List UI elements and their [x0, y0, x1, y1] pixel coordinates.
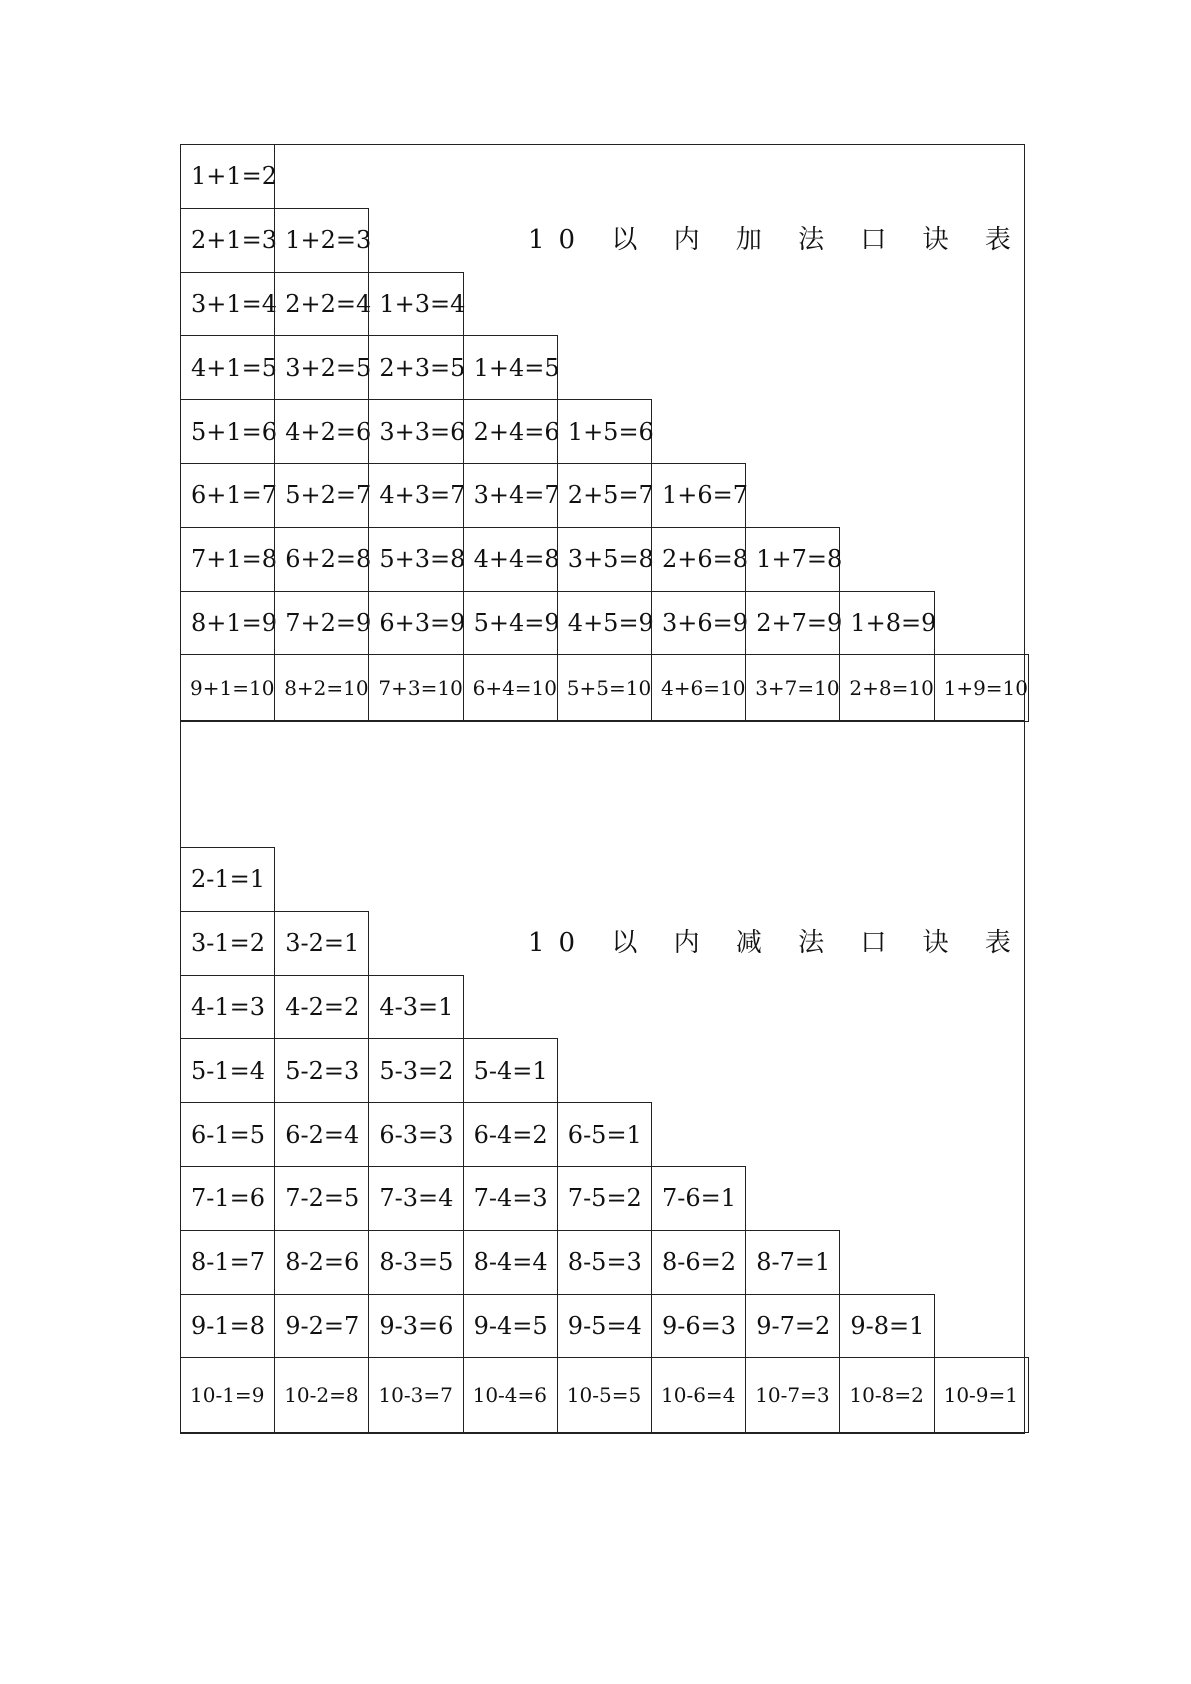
addition-cell: 3+3=6 — [368, 399, 463, 464]
addition-cell: 4+5=9 — [557, 591, 652, 656]
addition-cell: 2+8=10 — [839, 654, 934, 722]
subtraction-cell: 9-1=8 — [180, 1294, 275, 1359]
addition-cell: 3+2=5 — [274, 335, 369, 400]
addition-cell: 6+4=10 — [463, 654, 558, 722]
subtraction-cell: 8-1=7 — [180, 1230, 275, 1295]
addition-cell: 8+2=10 — [274, 654, 369, 722]
addition-cell: 4+3=7 — [368, 463, 463, 528]
subtraction-cell: 6-4=2 — [463, 1102, 558, 1167]
addition-cell: 1+4=5 — [463, 335, 558, 400]
subtraction-cell: 6-2=4 — [274, 1102, 369, 1167]
subtraction-cell: 8-6=2 — [651, 1230, 746, 1295]
addition-cell: 1+8=9 — [839, 591, 934, 656]
addition-cell: 7+1=8 — [180, 527, 275, 592]
addition-cell: 1+9=10 — [934, 654, 1029, 722]
addition-cell: 2+1=3 — [180, 208, 275, 273]
addition-cell: 5+2=7 — [274, 463, 369, 528]
addition-cell: 6+1=7 — [180, 463, 275, 528]
addition-cell: 2+2=4 — [274, 272, 369, 337]
subtraction-cell: 5-3=2 — [368, 1038, 463, 1103]
addition-cell: 7+3=10 — [368, 654, 463, 722]
addition-cell: 5+4=9 — [463, 591, 558, 656]
subtraction-cell: 9-7=2 — [745, 1294, 840, 1359]
addition-cell: 5+3=8 — [368, 527, 463, 592]
subtraction-cell: 8-5=3 — [557, 1230, 652, 1295]
subtraction-cell: 8-2=6 — [274, 1230, 369, 1295]
addition-cell: 6+2=8 — [274, 527, 369, 592]
subtraction-cell: 9-3=6 — [368, 1294, 463, 1359]
subtraction-cell: 7-2=5 — [274, 1166, 369, 1231]
worksheet — [180, 144, 1029, 1434]
addition-cell: 1+6=7 — [651, 463, 746, 528]
subtraction-cell: 9-8=1 — [839, 1294, 934, 1359]
subtraction-cell: 9-5=4 — [557, 1294, 652, 1359]
subtraction-cell: 7-4=3 — [463, 1166, 558, 1231]
subtraction-cell: 10-9=1 — [934, 1357, 1029, 1433]
addition-cell: 5+1=6 — [180, 399, 275, 464]
subtraction-cell: 5-2=3 — [274, 1038, 369, 1103]
addition-cell: 7+2=9 — [274, 591, 369, 656]
subtraction-cell: 7-6=1 — [651, 1166, 746, 1231]
subtraction-cell: 6-1=5 — [180, 1102, 275, 1167]
subtraction-cell: 8-4=4 — [463, 1230, 558, 1295]
subtraction-cell: 10-2=8 — [274, 1357, 369, 1433]
subtraction-cell: 8-7=1 — [745, 1230, 840, 1295]
subtraction-cell: 10-1=9 — [180, 1357, 275, 1433]
subtraction-table-title: 10 以 内 减 法 口 诀 表 — [528, 928, 1025, 958]
subtraction-cell: 7-3=4 — [368, 1166, 463, 1231]
addition-cell: 2+7=9 — [745, 591, 840, 656]
addition-cell: 1+1=2 — [180, 144, 275, 209]
addition-cell: 4+4=8 — [463, 527, 558, 592]
subtraction-cell: 10-4=6 — [463, 1357, 558, 1433]
addition-cell: 3+1=4 — [180, 272, 275, 337]
addition-cell: 8+1=9 — [180, 591, 275, 656]
addition-cell: 1+2=3 — [274, 208, 369, 273]
subtraction-cell: 3-2=1 — [274, 911, 369, 976]
addition-cell: 4+6=10 — [651, 654, 746, 722]
subtraction-cell: 5-4=1 — [463, 1038, 558, 1103]
subtraction-cell: 7-5=2 — [557, 1166, 652, 1231]
addition-cell: 6+3=9 — [368, 591, 463, 656]
addition-cell: 4+2=6 — [274, 399, 369, 464]
subtraction-cell: 10-3=7 — [368, 1357, 463, 1433]
addition-cell: 3+7=10 — [745, 654, 840, 722]
addition-cell: 3+4=7 — [463, 463, 558, 528]
addition-cell: 1+5=6 — [557, 399, 652, 464]
addition-table-title: 10 以 内 加 法 口 诀 表 — [528, 225, 1025, 255]
subtraction-cell: 6-5=1 — [557, 1102, 652, 1167]
subtraction-cell: 4-1=3 — [180, 975, 275, 1040]
subtraction-cell: 5-1=4 — [180, 1038, 275, 1103]
subtraction-cell: 9-4=5 — [463, 1294, 558, 1359]
subtraction-cell: 10-7=3 — [745, 1357, 840, 1433]
subtraction-cell: 6-3=3 — [368, 1102, 463, 1167]
subtraction-cell: 4-2=2 — [274, 975, 369, 1040]
addition-cell: 2+3=5 — [368, 335, 463, 400]
subtraction-cell: 3-1=2 — [180, 911, 275, 976]
subtraction-cell: 10-5=5 — [557, 1357, 652, 1433]
addition-cell: 4+1=5 — [180, 335, 275, 400]
subtraction-cell: 9-6=3 — [651, 1294, 746, 1359]
addition-cell: 3+6=9 — [651, 591, 746, 656]
subtraction-cell: 8-3=5 — [368, 1230, 463, 1295]
subtraction-cell: 2-1=1 — [180, 847, 275, 912]
addition-cell: 1+7=8 — [745, 527, 840, 592]
addition-cell: 2+6=8 — [651, 527, 746, 592]
addition-cell: 2+5=7 — [557, 463, 652, 528]
addition-cell: 2+4=6 — [463, 399, 558, 464]
subtraction-cell: 10-8=2 — [839, 1357, 934, 1433]
subtraction-cell: 7-1=6 — [180, 1166, 275, 1231]
addition-cell: 1+3=4 — [368, 272, 463, 337]
addition-cell: 9+1=10 — [180, 654, 275, 722]
subtraction-cell: 10-6=4 — [651, 1357, 746, 1433]
subtraction-cell: 9-2=7 — [274, 1294, 369, 1359]
addition-cell: 5+5=10 — [557, 654, 652, 722]
addition-cell: 3+5=8 — [557, 527, 652, 592]
subtraction-cell: 4-3=1 — [368, 975, 463, 1040]
